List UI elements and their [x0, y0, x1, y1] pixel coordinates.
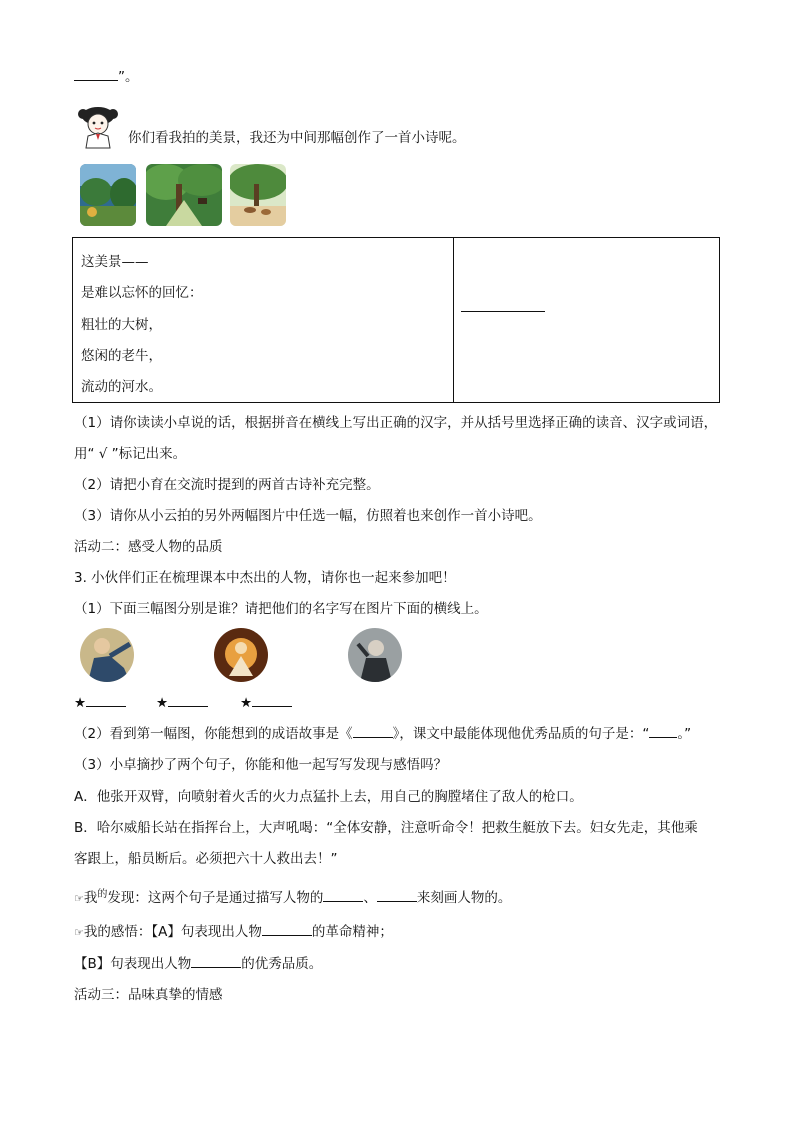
pointing-hand-icon: ☞	[74, 892, 84, 905]
question-3: （3）请你从小云拍的另外两幅图片中任选一幅，仿照着也来创作一首小诗吧。	[74, 508, 542, 524]
finding-sep: 、	[363, 890, 377, 906]
question-3-3: （3）小卓摘抄了两个句子，你能和他一起写写发现与感悟吗？	[74, 757, 448, 773]
poem-line: 这美景——	[81, 254, 149, 270]
top-fragment-line	[74, 66, 139, 87]
q3-2-text-c: 。”	[677, 726, 692, 742]
top-fragment-text: ”。	[118, 69, 139, 85]
answer-blank[interactable]	[262, 921, 312, 936]
answer-blank[interactable]	[191, 953, 241, 968]
option-b-line-1: B．哈尔威船长站在指挥台上，大声吼喝：“全体安静，注意听命令！把救生艇放下去。妇女先走，其他乘	[74, 820, 698, 836]
feeling-text-b: 的革命精神；	[311, 924, 393, 940]
table-divider	[453, 238, 454, 402]
finding-sup: 的	[97, 889, 108, 900]
q3-2-text-b: 》，课文中最能体现他优秀品质的句子是：“	[392, 726, 650, 742]
portrait-3-name-line	[240, 692, 292, 711]
scenery-photo-1	[80, 164, 136, 226]
q3-2-text-a: （2）看到第一幅图，你能想到的成语故事是《	[74, 726, 353, 742]
answer-blank[interactable]	[353, 723, 393, 738]
answer-blank[interactable]	[74, 66, 118, 81]
speaker-line: 你们看我拍的美景，我还为中间那幅创作了一首小诗呢。	[128, 130, 466, 146]
feeling-line-b	[74, 953, 322, 974]
question-3-intro: 3. 小伙伴们正在梳理课本中杰出的人物，请你也一起来参加吧！	[74, 570, 456, 586]
portrait-1	[80, 628, 134, 682]
finding-text-b: 发现：这两个句子是通过描写人物的	[107, 890, 324, 906]
answer-blank[interactable]	[323, 887, 363, 902]
question-1-line-1: （1）请你读读小卓说的话，根据拼音在横线上写出正确的汉字，并从括号里选择正确的读音、汉字或词语，	[74, 415, 718, 431]
question-2: （2）请把小育在交流时提到的两首古诗补充完整。	[74, 477, 380, 493]
question-3-2	[74, 723, 691, 744]
answer-blank[interactable]	[377, 887, 417, 902]
answer-blank[interactable]	[252, 692, 292, 707]
feeling-line-a	[74, 921, 393, 943]
portrait-3	[348, 628, 402, 682]
poem-line: 流动的河水。	[81, 379, 162, 395]
option-a: A．他张开双臂，向喷射着火舌的火力点猛扑上去，用自己的胸膛堵住了敌人的枪口。	[74, 789, 583, 805]
answer-blank[interactable]	[86, 692, 126, 707]
pointing-hand-icon: ☞	[74, 926, 84, 939]
star-icon: ★	[156, 695, 169, 711]
poem-answer-blank[interactable]	[461, 311, 545, 312]
portrait-2-name-line	[156, 692, 208, 711]
poem-line: 悠闲的老牛，	[81, 348, 162, 364]
poem-line: 粗壮的大树，	[81, 317, 162, 333]
portrait-1-name-line	[74, 692, 126, 711]
activity-3-heading: 活动三：品味真挚的情感	[74, 987, 223, 1003]
question-3-1: （1）下面三幅图分别是谁？请把他们的名字写在图片下面的横线上。	[74, 601, 488, 617]
poem-table	[72, 237, 720, 403]
portrait-2	[214, 628, 268, 682]
finding-text-c: 来刻画人物的。	[416, 890, 512, 906]
scenery-photo-2	[146, 164, 222, 226]
finding-text-a: 我	[83, 890, 98, 906]
activity-2-heading: 活动二：感受人物的品质	[74, 539, 223, 555]
question-1-line-2: 用“ √ ”标记出来。	[74, 446, 187, 462]
cartoon-girl-avatar-icon	[74, 102, 122, 150]
feeling-b-text-a: 【B】句表现出人物	[74, 956, 192, 972]
feeling-b-text-b: 的优秀品质。	[241, 956, 323, 972]
star-icon: ★	[240, 695, 253, 711]
star-icon: ★	[74, 695, 87, 711]
answer-blank[interactable]	[168, 692, 208, 707]
poem-line: 是难以忘怀的回忆：	[81, 285, 203, 301]
scenery-photo-3	[230, 164, 286, 226]
finding-line	[74, 885, 511, 909]
option-b-line-2: 客跟上，船员断后。必须把六十人救出去！”	[74, 851, 338, 867]
feeling-text-a: 我的感悟：【A】句表现出人物	[83, 924, 262, 940]
answer-blank[interactable]	[649, 723, 677, 738]
